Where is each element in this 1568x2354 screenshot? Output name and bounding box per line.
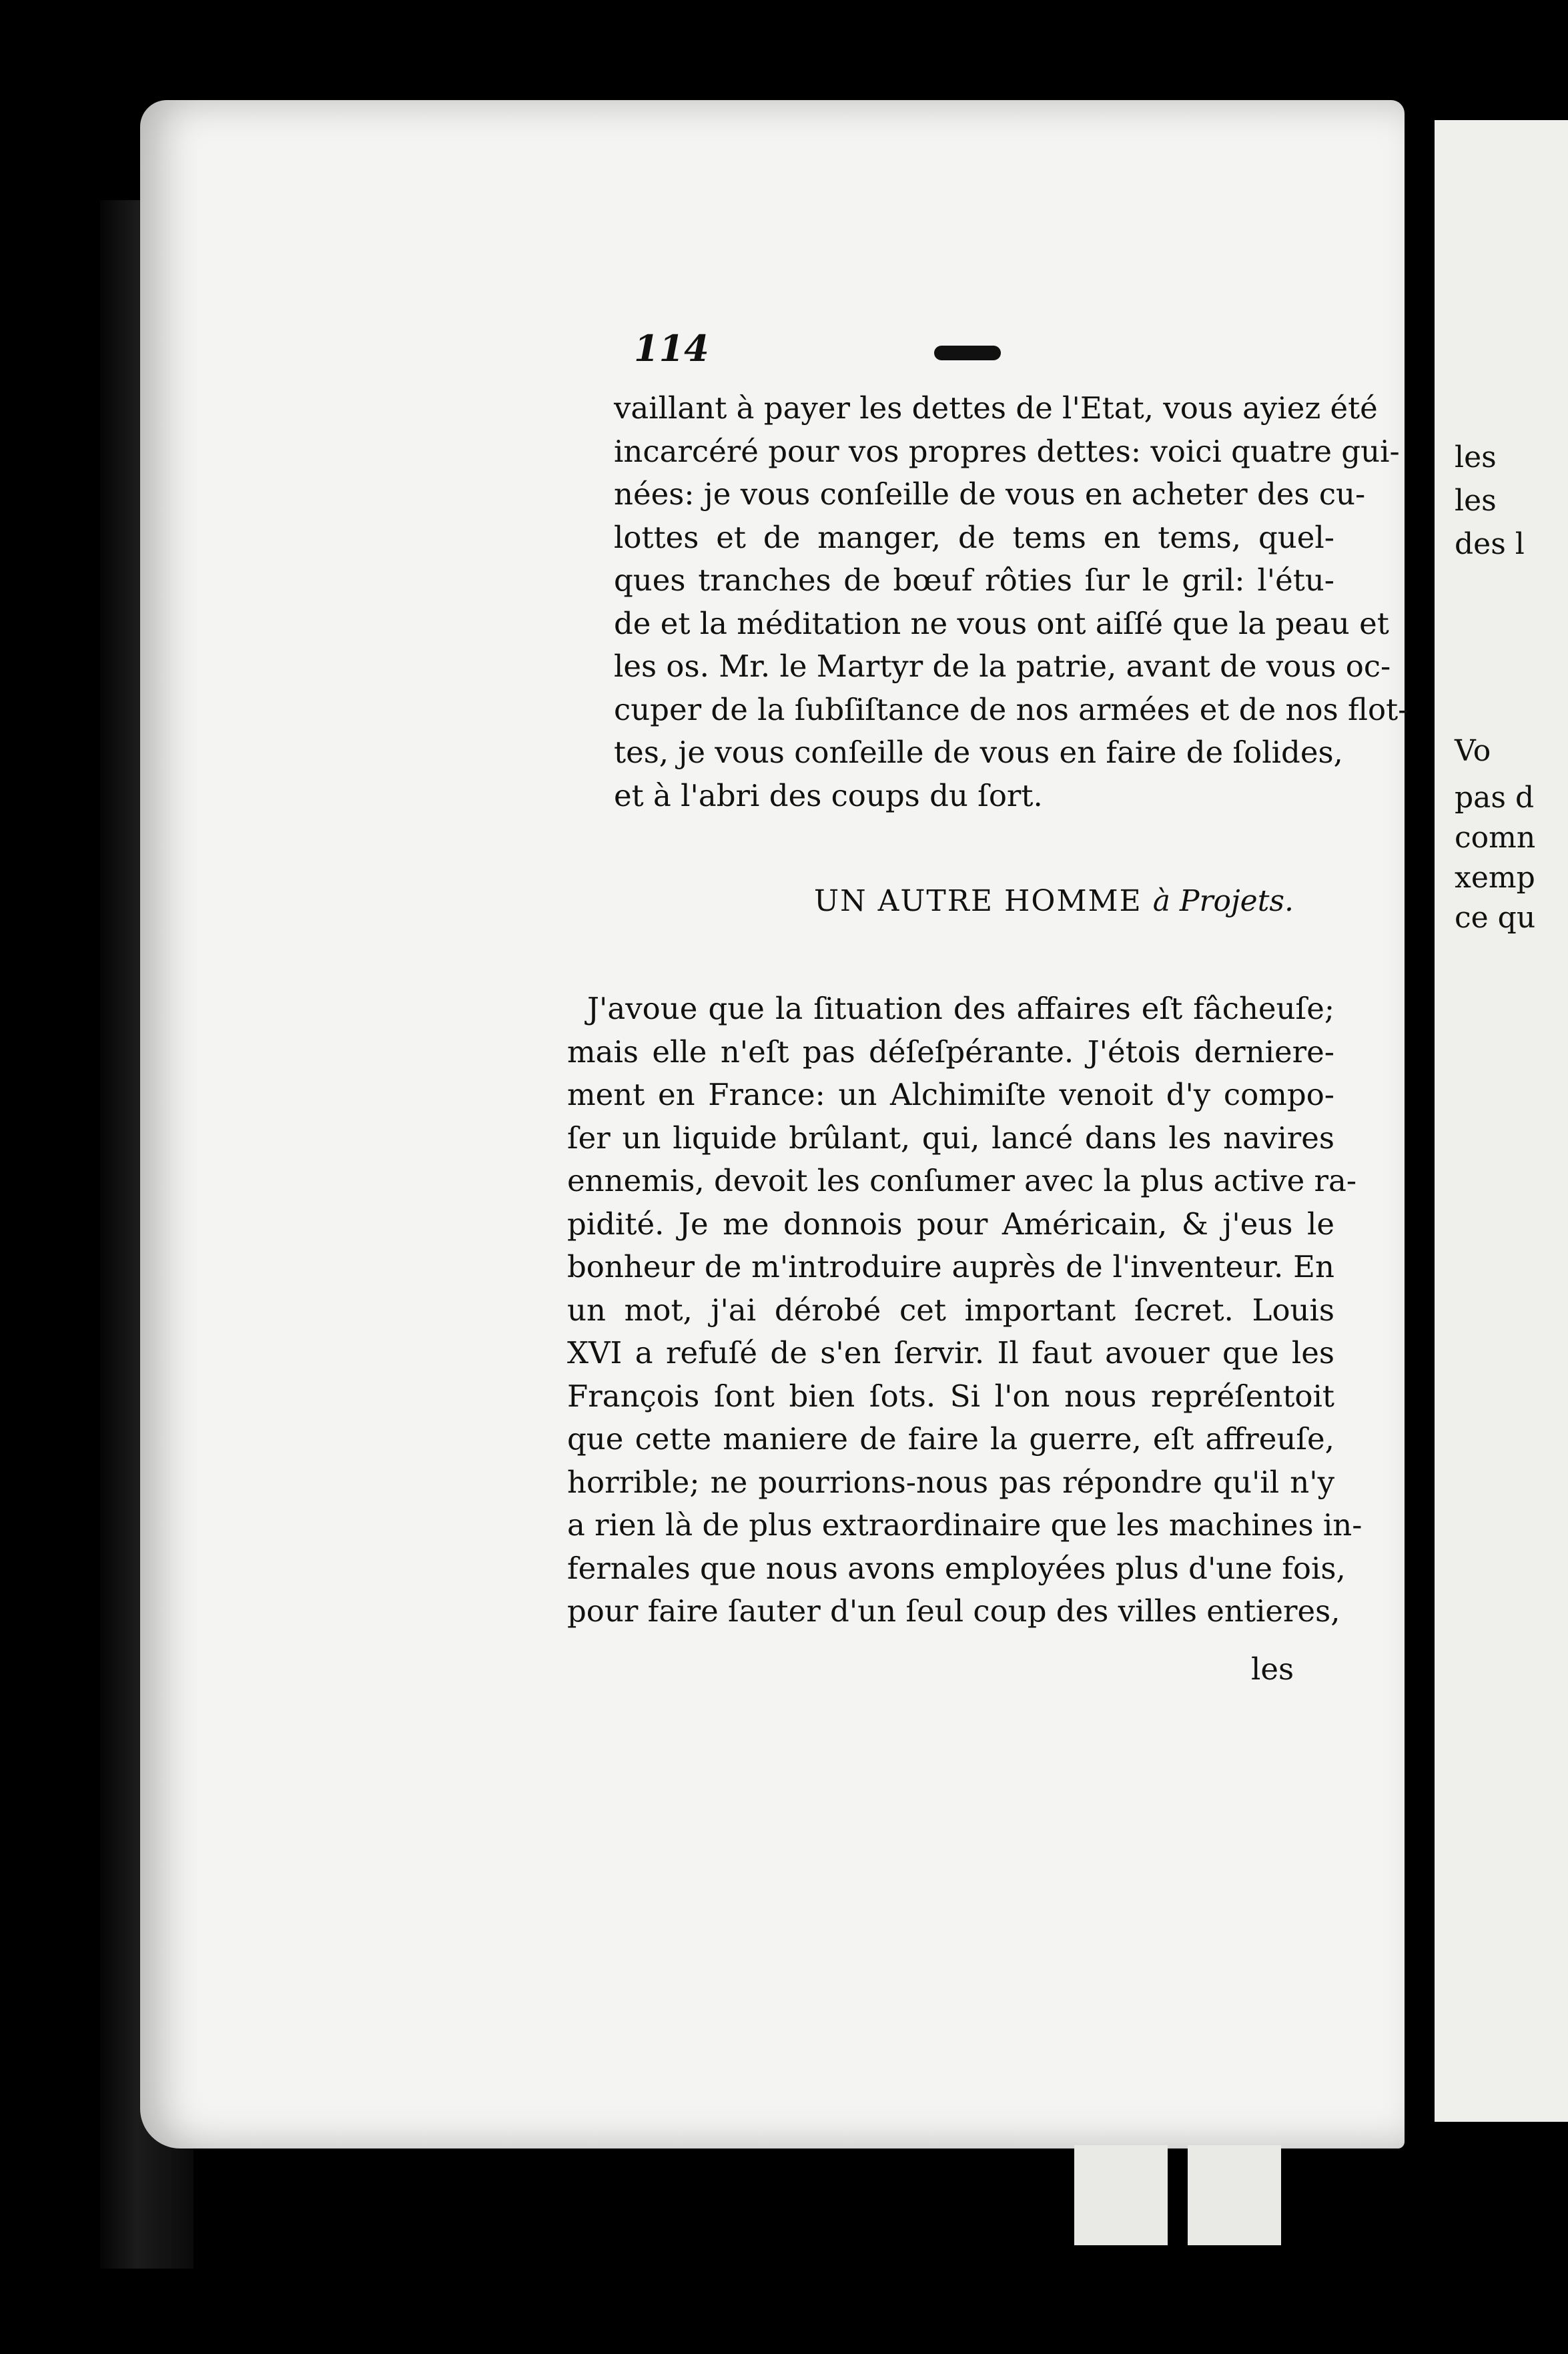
text-line: horrible; ne pourrions-nous pas répondre qu'il n'y [567,1464,1334,1500]
text-line: ennemis, devoit les conſumer avec la plus active ra- [567,1163,1357,1198]
facing-page-fragment: ce qu [1455,901,1536,935]
section-subtitle: à Projets. [1152,884,1294,918]
text-line: un mot, j'ai dérobé cet important ſecret. Louis [567,1292,1334,1328]
facing-page-fragment: les [1455,440,1497,474]
header-ornament-icon [934,346,1001,360]
text-line: XVI a refuſé de s'en ſervir. Il faut avouer que les [567,1335,1334,1370]
page-edge [1074,2145,1281,2245]
facing-page [1435,120,1568,2122]
text-line: et à l'abri des coups du ſort. [614,777,1043,813]
text-line: fernales que nous avons employées plus d'une fois, [567,1550,1346,1586]
text-line: lottes et de manger, de tems en tems, quel- [614,519,1334,555]
text-line: cuper de la ſubſiſtance de nos armées et de nos flot- [614,691,1409,727]
facing-page-fragment: xemp [1455,861,1535,895]
text-line: tes, je vous conſeille de vous en faire de ſolides, [614,735,1343,770]
section-heading [814,884,1321,918]
text-line: François ſont bien ſots. Si l'on nous repréſentoit [567,1378,1334,1414]
text-line: nées: je vous conſeille de vous en acheter des cu- [614,476,1366,512]
text-line: ment en France: un Alchimiſte venoit d'y compo- [567,1077,1334,1112]
section-title: UN AUTRE HOMME [814,884,1142,918]
text-line: pidité. Je me donnois pour Américain, & j'eus le [567,1206,1334,1242]
paragraph-2 [567,988,1362,1633]
text-line: vaillant à payer les dettes de l'Etat, vous ayiez été [614,390,1378,426]
catchword: les [1251,1651,1294,1687]
facing-page-fragment: pas d [1455,781,1535,815]
text-line: J'avoue que la ſituation des affaires eſt fâcheuſe; [587,991,1334,1026]
page-header [634,327,1321,374]
paragraph-1 [614,387,1409,817]
facing-page-fragment: des l [1455,527,1525,561]
text-line: bonheur de m'introduire auprès de l'inventeur. En [567,1249,1334,1284]
text-line: ques tranches de bœuf rôties ſur le gril: l'étu- [614,562,1334,598]
text-line: ſer un liquide brûlant, qui, lancé dans les navires [567,1120,1334,1156]
text-line: que cette maniere de faire la guerre, eſt affreuſe, [567,1421,1334,1457]
text-line: incarcéré pour vos propres dettes: voici quatre gui- [614,433,1400,469]
page-number: 114 [634,327,709,370]
text-line: mais elle n'eſt pas déſeſpérante. J'étois derniere- [567,1034,1334,1070]
text-line: a rien là de plus extraordinaire que les machines in- [567,1507,1362,1543]
facing-page-fragment: Vo [1455,734,1491,768]
facing-page-fragment: les [1455,484,1497,518]
text-line: les os. Mr. le Martyr de la patrie, avant de vous oc- [614,649,1391,684]
text-line: pour faire ſauter d'un ſeul coup des villes entieres, [567,1593,1340,1629]
text-line: de et la méditation ne vous ont aiſſé que la peau et [614,605,1389,641]
facing-page-fragment: comn [1455,821,1536,855]
